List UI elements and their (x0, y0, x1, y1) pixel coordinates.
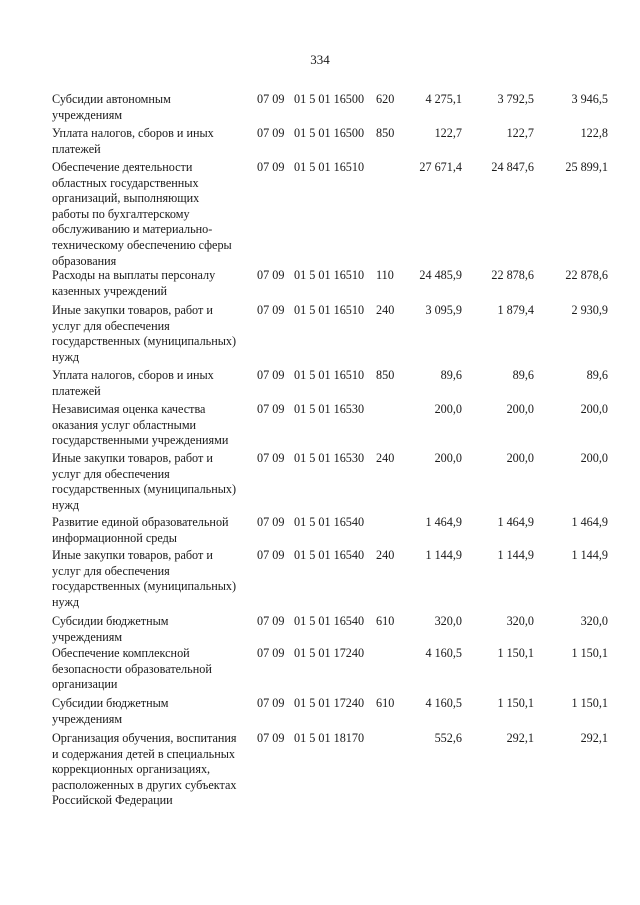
target-article-code: 01 5 01 16510 (294, 160, 365, 174)
target-article-code: 01 5 01 17240 (294, 696, 365, 710)
row-name-line: нужд (52, 594, 80, 609)
expense-type-code: 620 (376, 92, 395, 106)
amount-year-1: 552,6 (434, 731, 462, 745)
row-name (52, 268, 257, 299)
expense-type-code: 610 (376, 696, 395, 710)
row-name-line: коррекционных организациях, (52, 762, 211, 777)
row-name-line: государственных (муниципальных) (52, 579, 237, 594)
expense-type-code: 110 (376, 268, 394, 282)
row-name-line: организации (52, 677, 118, 692)
amount-year-3: 1 464,9 (571, 515, 608, 529)
section-code: 07 09 (257, 303, 285, 317)
amount-year-2: 89,6 (512, 368, 534, 382)
amount-year-2: 200,0 (506, 402, 534, 416)
section-code: 07 09 (257, 368, 285, 382)
row-name-line: казенных учреждений (52, 283, 168, 298)
row-name-line: Иные закупки товаров, работ и (52, 303, 213, 317)
target-article-code: 01 5 01 16540 (294, 548, 365, 562)
row-name-line: учреждениям (52, 711, 123, 726)
expense-type-code: 610 (376, 614, 395, 628)
row-name-line: Российской Федерации (52, 793, 173, 808)
target-article-code: 01 5 01 18170 (294, 731, 365, 745)
row-name (52, 160, 257, 269)
row-name-line: Уплата налогов, сборов и иных (52, 126, 214, 140)
row-name-line: государственных (муниципальных) (52, 482, 237, 497)
row-name-line: Субсидии бюджетным (52, 614, 169, 628)
row-name-line: государственными учреждениями (52, 433, 229, 448)
row-name-line: расположенных в других субъектах (52, 777, 237, 792)
amount-year-3: 200,0 (580, 451, 608, 465)
amount-year-2: 1 144,9 (497, 548, 534, 562)
row-name (52, 515, 257, 546)
row-name-line: Иные закупки товаров, работ и (52, 548, 213, 562)
section-code: 07 09 (257, 451, 285, 465)
row-name-line: Субсидии автономным (52, 92, 171, 106)
amount-year-2: 1 150,1 (497, 696, 534, 710)
target-article-code: 01 5 01 16540 (294, 515, 365, 529)
amount-year-3: 1 150,1 (571, 696, 608, 710)
row-name-line: учреждениям (52, 107, 123, 122)
row-name-line: Обеспечение комплексной (52, 646, 190, 660)
amount-year-2: 1 464,9 (497, 515, 534, 529)
amount-year-2: 22 878,6 (491, 268, 534, 282)
row-name-line: областных государственных (52, 175, 199, 190)
row-name-line: Развитие единой образовательной (52, 515, 229, 529)
target-article-code: 01 5 01 16530 (294, 451, 365, 465)
amount-year-1: 24 485,9 (419, 268, 462, 282)
amount-year-2: 122,7 (506, 126, 534, 140)
amount-year-1: 200,0 (434, 451, 462, 465)
row-name-line: Уплата налогов, сборов и иных (52, 368, 214, 382)
section-code: 07 09 (257, 402, 285, 416)
section-code: 07 09 (257, 160, 285, 174)
expense-type-code: 240 (376, 303, 395, 317)
row-name (52, 92, 257, 123)
row-name (52, 303, 257, 365)
target-article-code: 01 5 01 16510 (294, 303, 365, 317)
row-name (52, 646, 257, 693)
expense-type-code: 240 (376, 548, 395, 562)
amount-year-3: 320,0 (580, 614, 608, 628)
amount-year-3: 3 946,5 (571, 92, 608, 106)
row-name-line: государственных (муниципальных) (52, 334, 237, 349)
amount-year-3: 22 878,6 (565, 268, 608, 282)
amount-year-3: 25 899,1 (565, 160, 608, 174)
amount-year-3: 292,1 (580, 731, 608, 745)
row-name-line: платежей (52, 383, 101, 398)
amount-year-3: 122,8 (580, 126, 608, 140)
section-code: 07 09 (257, 515, 285, 529)
row-name (52, 451, 257, 513)
section-code: 07 09 (257, 696, 285, 710)
target-article-code: 01 5 01 16530 (294, 402, 365, 416)
section-code: 07 09 (257, 646, 285, 660)
row-name-line: организаций, выполняющих (52, 191, 200, 206)
row-name-line: платежей (52, 141, 101, 156)
amount-year-3: 2 930,9 (571, 303, 608, 317)
section-code: 07 09 (257, 92, 285, 106)
amount-year-2: 1 150,1 (497, 646, 534, 660)
row-name-line: Организация обучения, воспитания (52, 731, 237, 745)
row-name-line: Субсидии бюджетным (52, 696, 169, 710)
page-number: 334 (310, 52, 330, 67)
amount-year-1: 89,6 (440, 368, 462, 382)
row-name (52, 548, 257, 610)
row-name-line: услуг для обеспечения (52, 318, 170, 333)
row-name-line: нужд (52, 349, 80, 364)
row-name (52, 731, 257, 809)
target-article-code: 01 5 01 16540 (294, 614, 365, 628)
amount-year-2: 1 879,4 (497, 303, 534, 317)
row-name-line: Расходы на выплаты персоналу (52, 268, 216, 282)
amount-year-2: 200,0 (506, 451, 534, 465)
row-name (52, 614, 257, 645)
amount-year-3: 1 150,1 (571, 646, 608, 660)
section-code: 07 09 (257, 126, 285, 140)
row-name-line: учреждениям (52, 629, 123, 644)
amount-year-1: 4 160,5 (425, 646, 462, 660)
section-code: 07 09 (257, 731, 285, 745)
expense-type-code: 850 (376, 368, 395, 382)
amount-year-1: 3 095,9 (425, 303, 462, 317)
amount-year-3: 1 144,9 (571, 548, 608, 562)
row-name-line: Независимая оценка качества (52, 402, 206, 416)
row-name-line: информационной среды (52, 530, 177, 545)
expense-type-code: 850 (376, 126, 395, 140)
amount-year-1: 4 275,1 (425, 92, 462, 106)
row-name (52, 402, 257, 449)
amount-year-2: 3 792,5 (497, 92, 534, 106)
section-code: 07 09 (257, 614, 285, 628)
amount-year-1: 200,0 (434, 402, 462, 416)
row-name-line: обслуживанию и материально- (52, 222, 213, 237)
row-name-line: Обеспечение деятельности (52, 160, 193, 174)
amount-year-1: 1 144,9 (425, 548, 462, 562)
amount-year-2: 24 847,6 (491, 160, 534, 174)
row-name-line: нужд (52, 497, 80, 512)
amount-year-3: 89,6 (586, 368, 608, 382)
row-name (52, 368, 257, 399)
row-name-line: оказания услуг областными (52, 417, 197, 432)
row-name-line: безопасности образовательной (52, 661, 212, 676)
amount-year-3: 200,0 (580, 402, 608, 416)
row-name-line: услуг для обеспечения (52, 563, 170, 578)
amount-year-1: 27 671,4 (419, 160, 462, 174)
target-article-code: 01 5 01 16510 (294, 268, 365, 282)
row-name-line: услуг для обеспечения (52, 466, 170, 481)
target-article-code: 01 5 01 17240 (294, 646, 365, 660)
amount-year-1: 4 160,5 (425, 696, 462, 710)
amount-year-1: 320,0 (434, 614, 462, 628)
amount-year-1: 1 464,9 (425, 515, 462, 529)
amount-year-1: 122,7 (434, 126, 462, 140)
target-article-code: 01 5 01 16500 (294, 126, 365, 140)
section-code: 07 09 (257, 548, 285, 562)
row-name-line: и содержания детей в специальных (52, 746, 236, 761)
amount-year-2: 292,1 (506, 731, 534, 745)
target-article-code: 01 5 01 16510 (294, 368, 365, 382)
amount-year-2: 320,0 (506, 614, 534, 628)
row-name-line: образования (52, 253, 117, 268)
expense-type-code: 240 (376, 451, 395, 465)
target-article-code: 01 5 01 16500 (294, 92, 365, 106)
row-name (52, 126, 257, 157)
section-code: 07 09 (257, 268, 285, 282)
row-name-line: работы по бухгалтерскому (52, 206, 190, 221)
row-name (52, 696, 257, 727)
row-name-line: техническому обеспечению сферы (52, 237, 232, 252)
row-name-line: Иные закупки товаров, работ и (52, 451, 213, 465)
